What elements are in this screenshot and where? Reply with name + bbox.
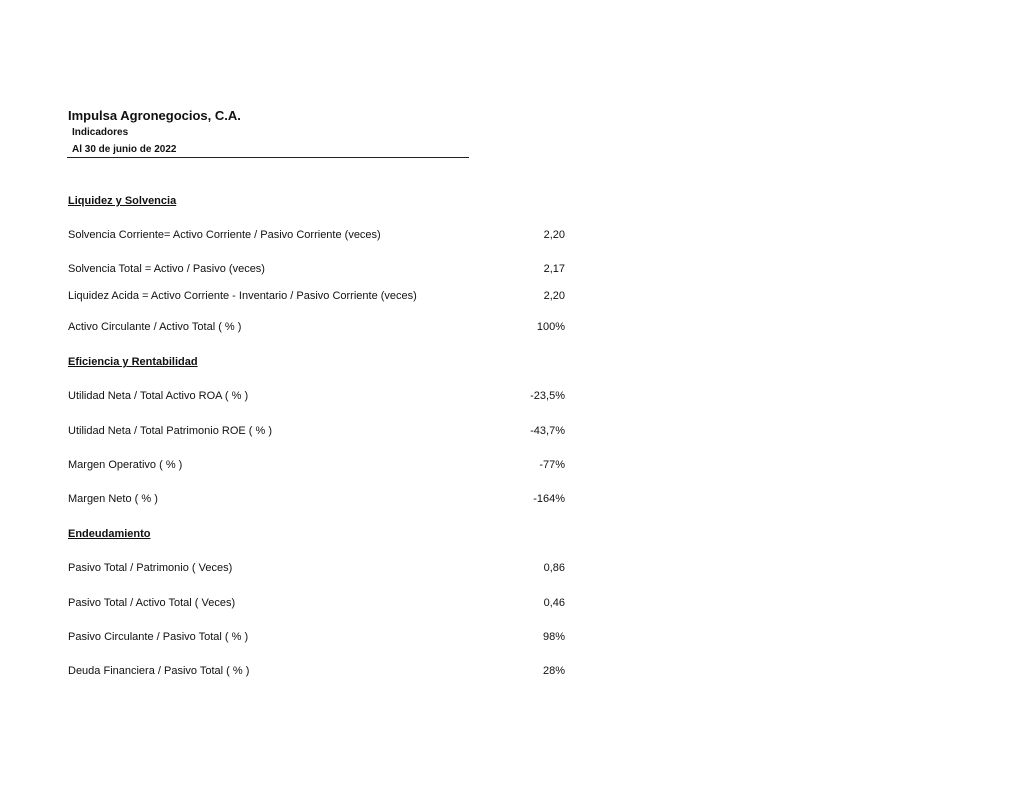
indicator-value: 100% <box>536 321 565 333</box>
indicator-value: 2,20 <box>543 229 565 241</box>
indicator-value: -23,5% <box>530 390 565 402</box>
indicator-label: Margen Operativo ( % ) <box>68 459 183 471</box>
indicator-value: -43,7% <box>530 425 565 437</box>
indicator-value: 0,86 <box>543 562 565 574</box>
indicator-value: 2,17 <box>543 263 565 275</box>
indicator-label: Utilidad Neta / Total Patrimonio ROE ( % ) <box>68 425 272 437</box>
indicator-label: Liquidez Acida = Activo Corriente - Inventario / Pasivo Corriente (veces) <box>68 290 417 302</box>
indicator-label: Margen Neto ( % ) <box>68 493 158 505</box>
indicator-value: 98% <box>542 631 565 643</box>
indicator-label: Pasivo Total / Activo Total ( Veces) <box>68 597 236 609</box>
indicator-label: Pasivo Total / Patrimonio ( Veces) <box>68 562 233 574</box>
indicator-label: Solvencia Corriente= Activo Corriente / Pasivo Corriente (veces) <box>68 229 381 241</box>
indicator-value: 2,20 <box>543 290 565 302</box>
header-divider <box>67 157 469 158</box>
indicator-label: Utilidad Neta / Total Activo ROA ( % ) <box>68 390 249 402</box>
indicator-value: -77% <box>539 459 565 471</box>
section-heading-liquidez: Liquidez y Solvencia <box>68 195 177 207</box>
indicator-label: Deuda Financiera / Pasivo Total ( % ) <box>68 665 250 677</box>
indicator-value: 0,46 <box>543 597 565 609</box>
report-subtitle: Indicadores <box>72 127 129 138</box>
indicator-value: -164% <box>533 493 565 505</box>
report-date: Al 30 de junio de 2022 <box>72 144 177 155</box>
indicator-label: Activo Circulante / Activo Total ( % ) <box>68 321 242 333</box>
section-heading-endeudamiento: Endeudamiento <box>68 528 151 540</box>
indicator-label: Pasivo Circulante / Pasivo Total ( % ) <box>68 631 249 643</box>
indicator-label: Solvencia Total = Activo / Pasivo (veces) <box>68 263 265 275</box>
indicator-value: 28% <box>542 665 565 677</box>
company-title: Impulsa Agronegocios, C.A. <box>68 108 241 123</box>
section-heading-eficiencia: Eficiencia y Rentabilidad <box>68 356 198 368</box>
